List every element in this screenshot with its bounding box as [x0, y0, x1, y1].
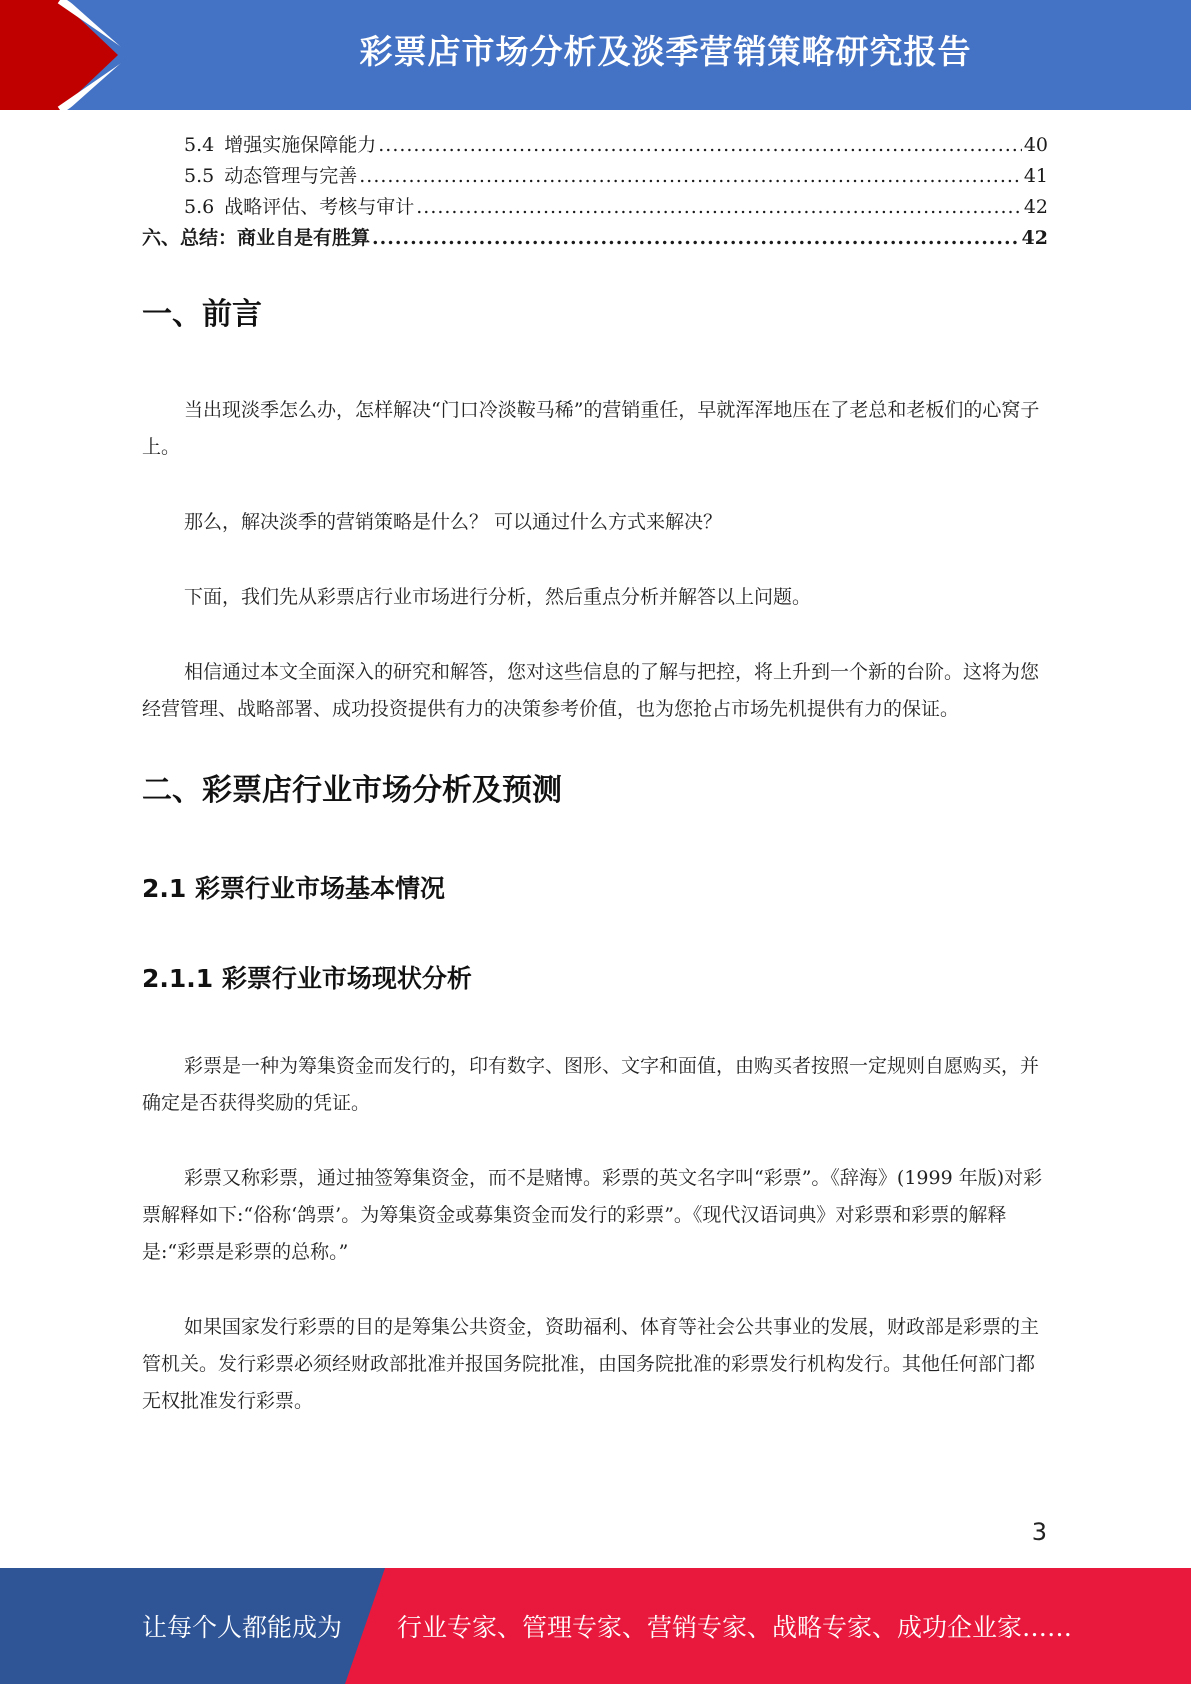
toc-leader-dots [372, 223, 1020, 254]
toc-leader-dots [359, 161, 1022, 192]
toc-entry-label: 六、总结：商业自是有胜算 [142, 227, 371, 249]
paragraph: 当出现淡季怎么办，怎样解决“门口冷淡鞍马稀”的营销重任，早就浑浑地压在了老总和老板们的心窝子上。 [142, 399, 1040, 458]
toc-entry-label: 战略评估、考核与审计 [224, 196, 415, 218]
paragraph: 彩票是一种为筹集资金而发行的，印有数字、图形、文字和面值，由购买者按照一定规则自愿购买，并确定是否获得奖励的凭证。 [142, 1055, 1040, 1114]
toc-entry-page: 41 [1023, 165, 1048, 187]
toc-entry-label: 动态管理与完善 [224, 165, 358, 187]
subsection-heading: 2.1.1 彩票行业市场现状分析 [142, 964, 472, 993]
toc-entry-number: 5.5 [184, 165, 215, 187]
section-heading-market-analysis: 二、彩票店行业市场分析及预测 [142, 773, 562, 808]
toc-entry-number: 5.4 [184, 134, 215, 156]
toc-leader-dots [378, 130, 1022, 161]
toc-entry[interactable] [142, 130, 1048, 161]
page-footer [0, 1568, 1191, 1684]
toc-entry[interactable] [142, 223, 1048, 254]
toc-entry-number: 5.6 [184, 196, 215, 218]
paragraph: 彩票又称彩票，通过抽签筹集资金，而不是赌博。彩票的英文名字叫“彩票”。《辞海》(1999 年版)对彩票解释如下:“俗称‘鸽票’。为筹集资金或募集资金而发行的彩票”。《现代汉语词典》对彩票和彩票的解释是:“彩票是彩票的总称。” [142, 1167, 1043, 1263]
toc-entry-page: 40 [1023, 134, 1048, 156]
toc-entry-page: 42 [1021, 227, 1048, 249]
paragraph: 那么，解决淡季的营销策略是什么？ 可以通过什么方式来解决？ [184, 511, 723, 533]
toc-entry-label: 增强实施保障能力 [224, 134, 377, 156]
toc-entry-page: 42 [1023, 196, 1048, 218]
footer-slogan-left: 让每个人都能成为 [142, 1613, 343, 1642]
page-header [0, 0, 1191, 110]
document-body [142, 290, 1048, 1420]
toc-leader-dots [416, 192, 1022, 223]
table-of-contents [142, 130, 1048, 254]
page-number: 3 [1031, 1518, 1047, 1546]
paragraph: 相信通过本文全面深入的研究和解答，您对这些信息的了解与把控，将上升到一个新的台阶。这将为您经营管理、战略部署、成功投资提供有力的决策参考价值，也为您抢占市场先机提供有力的保证。 [142, 661, 1040, 720]
paragraph: 如果国家发行彩票的目的是筹集公共资金，资助福利、体育等社会公共事业的发展，财政部是彩票的主管机关。发行彩票必须经财政部批准并报国务院批准，由国务院批准的彩票发行机构发行。其他任何部门都无权批准发行彩票。 [142, 1316, 1040, 1412]
subsection-heading: 2.1 彩票行业市场基本情况 [142, 874, 445, 903]
toc-entry[interactable] [142, 192, 1048, 223]
footer-slogan-right: 行业专家、管理专家、营销专家、战略专家、成功企业家…… [397, 1613, 1073, 1642]
section-heading-preface: 一、前言 [142, 297, 262, 332]
toc-entry[interactable] [142, 161, 1048, 192]
paragraph: 下面，我们先从彩票店行业市场进行分析，然后重点分析并解答以上问题。 [184, 586, 812, 608]
document-title: 彩票店市场分析及淡季营销策略研究报告 [359, 32, 972, 71]
